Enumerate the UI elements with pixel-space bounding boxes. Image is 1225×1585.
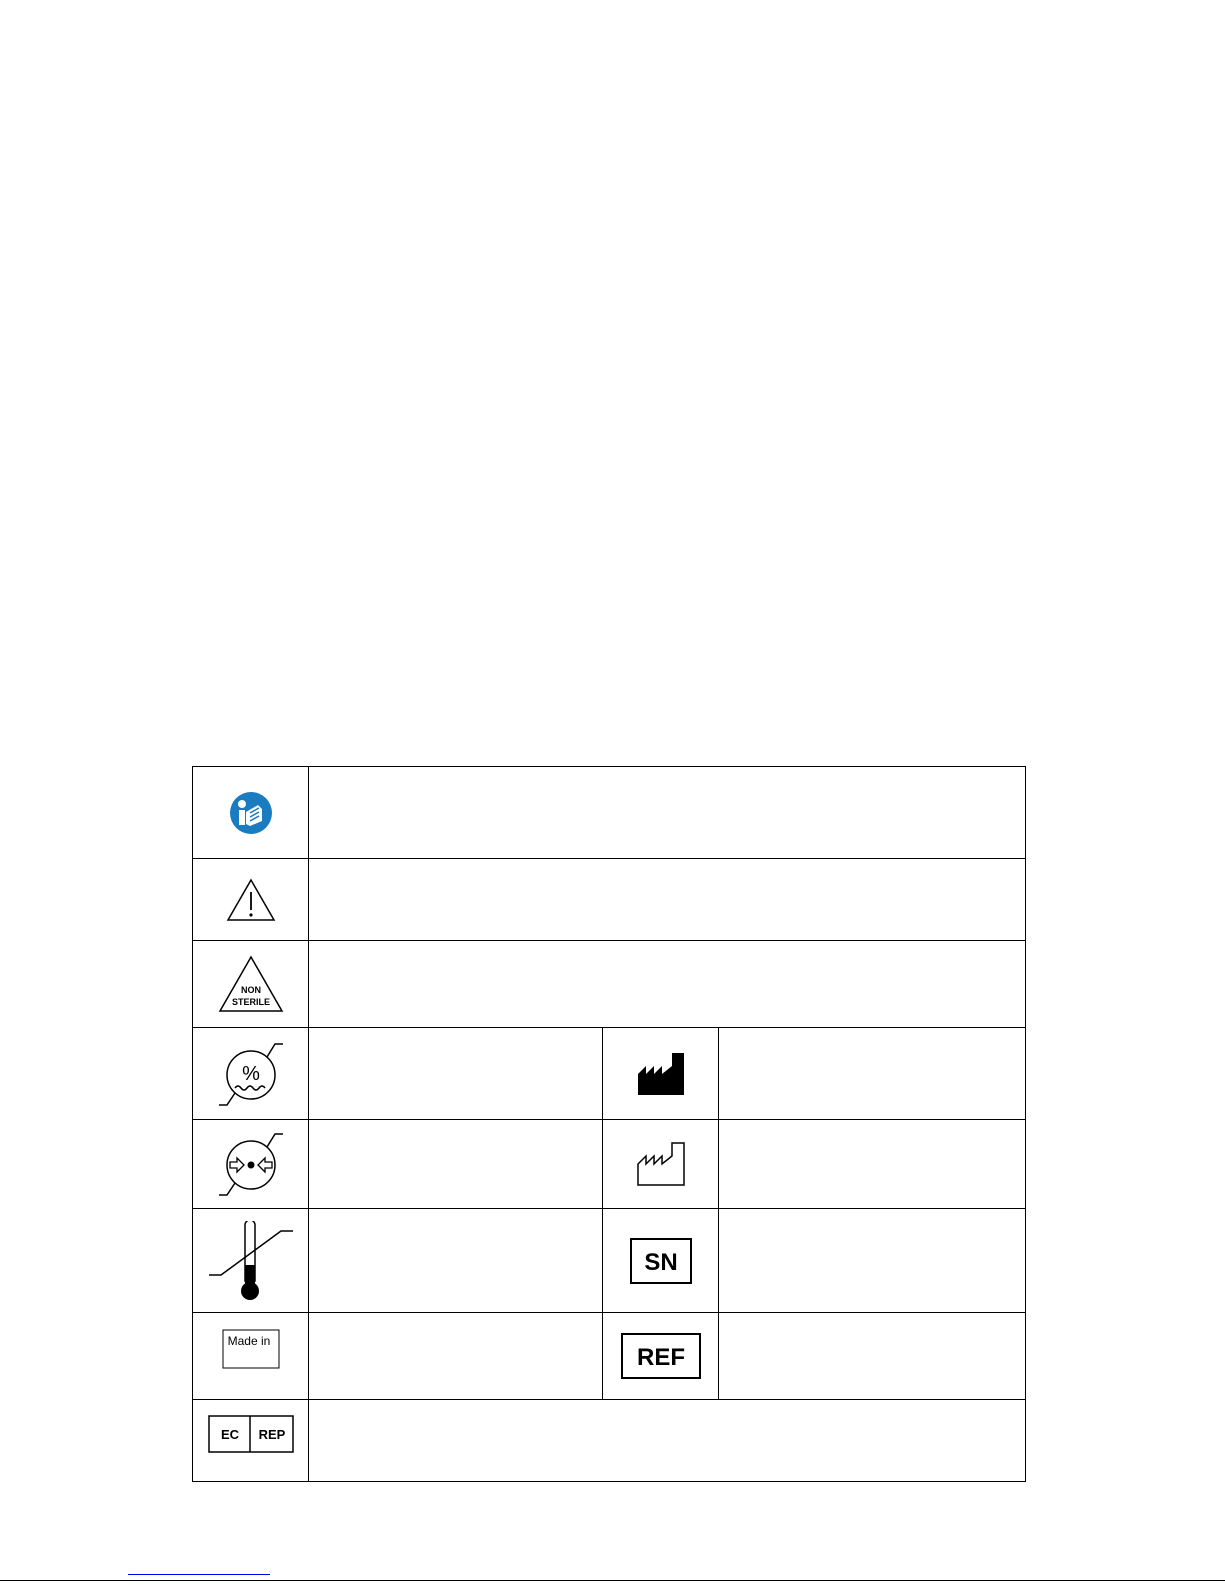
symbol-cell (193, 767, 309, 858)
symbol-cell (193, 1028, 309, 1119)
non-label: NON (240, 985, 261, 995)
table-row (193, 1028, 1025, 1120)
table-row (193, 767, 1025, 859)
made-in-label: Made in (227, 1334, 270, 1349)
humidity-percent-mark: % (241, 1062, 260, 1085)
footer-link-underline[interactable] (128, 1574, 270, 1575)
rep-label: REP (258, 1427, 285, 1443)
description-cell (719, 1313, 1025, 1399)
description-cell (309, 859, 1025, 940)
description-cell (309, 1209, 603, 1312)
symbol-cell (193, 1400, 309, 1481)
symbol-cell (603, 1028, 719, 1119)
non-sterile-icon (218, 955, 284, 1013)
temperature-limit-icon (207, 1221, 295, 1301)
description-cell (309, 1120, 603, 1208)
table-row (193, 941, 1025, 1028)
symbol-cell (193, 941, 309, 1027)
table-row (193, 1120, 1025, 1209)
serial-number-label: SN (643, 1248, 678, 1276)
catalogue-number-icon (621, 1333, 701, 1379)
humidity-limit-icon (217, 1041, 285, 1107)
serial-number-icon (630, 1238, 692, 1284)
description-cell (309, 941, 1025, 1027)
symbol-cell (193, 1313, 309, 1399)
symbol-cell (603, 1120, 719, 1208)
caution-icon (226, 878, 276, 922)
sterile-label: STERILE (231, 997, 270, 1007)
symbol-cell (603, 1313, 719, 1399)
description-cell (309, 767, 1025, 858)
symbol-cell (193, 1120, 309, 1208)
atmospheric-pressure-limit-icon (217, 1131, 285, 1197)
symbol-cell (193, 859, 309, 940)
symbol-cell (193, 1209, 309, 1312)
description-cell (719, 1120, 1025, 1208)
eu-representative-icon (208, 1415, 294, 1453)
ref-label: REF (636, 1344, 685, 1371)
description-cell (309, 1313, 603, 1399)
symbol-cell (603, 1209, 719, 1312)
table-row (193, 859, 1025, 941)
description-cell (309, 1028, 603, 1119)
date-of-manufacture-icon (637, 1142, 685, 1186)
description-cell (719, 1028, 1025, 1119)
table-row (193, 1209, 1025, 1313)
ec-label: EC (220, 1427, 239, 1443)
footer-divider (0, 1580, 1225, 1581)
table-row (193, 1400, 1025, 1481)
symbols-table (192, 766, 1026, 1482)
country-of-manufacture-icon (222, 1329, 280, 1369)
table-row (193, 1313, 1025, 1400)
description-cell (719, 1209, 1025, 1312)
consult-instructions-icon (229, 791, 273, 835)
manufacturer-icon (637, 1052, 685, 1096)
description-cell (309, 1400, 1025, 1481)
